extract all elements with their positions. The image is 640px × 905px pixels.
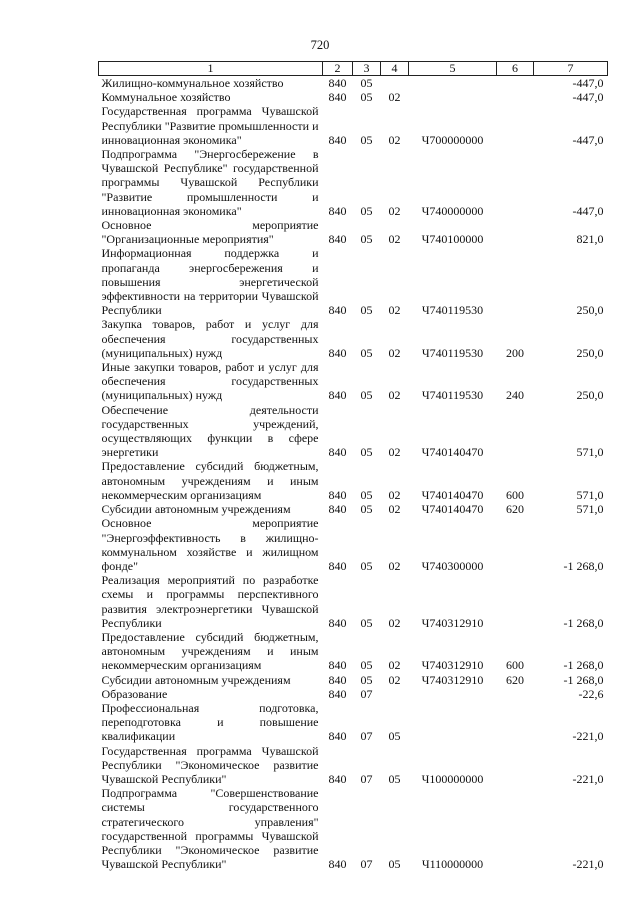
row-target-article: Ч740312910 [421,672,484,687]
row-target-article: Ч740140470 [421,502,484,517]
header-col-4: 4 [381,62,409,76]
row-name: Профессиональная подготовка, переподготовка и повышение квалификации [101,700,319,744]
row-target-article: Ч740119530 [421,345,484,360]
row-subsection-code: 02 [388,132,401,147]
table-row [99,786,608,871]
row-target-article: Ч740119530 [421,303,484,318]
row-name: Коммунальное хозяйство [101,90,231,105]
row-expense-type [497,403,534,460]
row-subsection-code: 02 [388,672,401,687]
row-amount: 571,0 [576,445,604,460]
row-ministry-code: 840 [328,857,347,872]
row-target-article: Ч740140470 [421,487,484,502]
row-target-article [409,701,497,744]
row-section-code: 05 [360,90,373,105]
row-name: Обеспечение деятельности государственных учреждений, осуществляющих функции в сфере энергетики [101,402,319,460]
table-row [99,744,608,787]
table-row [99,687,608,701]
row-ministry-code: 840 [328,388,347,403]
row-expense-type [497,516,534,573]
row-amount: -22,6 [578,686,604,701]
row-ministry-code: 840 [328,487,347,502]
row-ministry-code: 840 [328,132,347,147]
row-subsection-code: 02 [388,203,401,218]
row-amount: -1 268,0 [563,672,604,687]
table-row [99,246,608,317]
row-expense-type [497,246,534,317]
row-name: Основное мероприятие "Энергоэффективность в жилищно-коммунальном хозяйстве и жилищном фонде" [101,516,319,573]
row-name: Образование [101,686,168,701]
row-expense-type: 620 [506,672,524,687]
row-amount: -221,0 [572,857,604,872]
row-name: Государственная программа Чувашской Республики "Развитие промышленности и инновационная экономика" [101,104,319,147]
row-section-code: 05 [360,203,373,218]
row-section-code: 05 [360,388,373,403]
header-col-6: 6 [497,62,534,76]
row-amount: 571,0 [576,487,604,502]
header-row [99,62,608,76]
row-name: Государственная программа Чувашской Республики "Экономическое развитие Чувашской Республики" [101,743,319,786]
row-section-code: 05 [360,558,373,573]
table-row [99,502,608,516]
row-name: Субсидии автономным учреждениям [101,502,291,517]
row-section-code: 05 [360,502,373,517]
row-target-article [409,90,497,104]
row-amount: 250,0 [576,345,604,360]
row-subsection-code: 02 [388,345,401,360]
row-name: Иные закупки товаров, работ и услуг для обеспечения государственных (муниципальных) нужд [101,360,319,403]
row-amount: -447,0 [572,76,604,90]
row-target-article: Ч740119530 [421,388,484,403]
row-subsection-code: 05 [388,729,401,744]
row-amount: 821,0 [576,232,604,247]
table-row [99,360,608,403]
table-row [99,317,608,360]
row-name: Основное мероприятие "Организационные мероприятия" [101,218,319,247]
table-row [99,573,608,630]
row-subsection-code: 02 [388,558,401,573]
row-ministry-code: 840 [328,672,347,687]
row-expense-type [497,701,534,744]
row-target-article: Ч740140470 [421,445,484,460]
row-ministry-code: 840 [328,502,347,517]
row-expense-type: 200 [506,345,524,360]
row-target-article: Ч740100000 [421,232,484,247]
table-row [99,147,608,218]
row-name: Субсидии автономным учреждениям [101,672,291,687]
row-amount: -221,0 [572,729,604,744]
row-subsection-code: 02 [388,502,401,517]
row-expense-type [497,147,534,218]
row-amount: -447,0 [572,90,604,105]
row-target-article: Ч740300000 [421,558,484,573]
row-amount: -221,0 [572,771,604,786]
row-subsection-code: 05 [388,771,401,786]
row-subsection-code: 02 [388,615,401,630]
row-section-code: 05 [360,303,373,318]
row-name: Жилищно-коммунальное хозяйство [101,76,284,90]
row-subsection-code: 02 [388,90,401,105]
row-amount: 250,0 [576,303,604,318]
table-row [99,104,608,147]
row-amount: 571,0 [576,502,604,517]
row-subsection-code: 02 [388,487,401,502]
row-name: Информационная поддержка и пропаганда энергосбережения и повышения энергетической эффективности на территории Чувашской Республики [101,246,319,318]
row-section-code: 05 [360,672,373,687]
row-ministry-code: 840 [328,232,347,247]
row-expense-type [497,786,534,871]
row-amount: 250,0 [576,388,604,403]
header-col-3: 3 [353,62,381,76]
row-target-article: Ч740312910 [421,658,484,673]
row-expense-type [497,687,534,701]
row-subsection-code: 02 [388,658,401,673]
budget-table [98,61,608,871]
row-amount: -447,0 [572,132,604,147]
table-row [99,459,608,502]
row-ministry-code: 840 [328,90,347,105]
row-ministry-code: 840 [328,658,347,673]
table-row [99,673,608,687]
table-row [99,403,608,460]
row-section-code: 07 [360,686,373,701]
row-ministry-code: 840 [328,445,347,460]
row-section-code: 05 [360,76,373,90]
header-col-7: 7 [534,62,608,76]
row-amount: -1 268,0 [563,615,604,630]
row-expense-type [497,573,534,630]
row-expense-type [497,104,534,147]
row-ministry-code: 840 [328,345,347,360]
row-subsection-code: 05 [388,857,401,872]
row-name: Подпрограмма "Энергосбережение в Чувашской Республике" государственной программы Чувашской Республики "Развитие промышленности и инновационная экономика" [101,147,319,218]
row-section-code: 05 [360,232,373,247]
row-name: Подпрограмма "Совершенствование системы государственного стратегического управления" государственной программы Чувашской Республики "Экономическое развитие Чувашской Республики" [101,786,319,872]
row-amount: -447,0 [572,203,604,218]
row-subsection-code: 02 [388,303,401,318]
row-target-article: Ч110000000 [421,857,484,872]
table-row [99,516,608,573]
row-subsection-code: 02 [388,232,401,247]
row-target-article [409,76,497,91]
row-target-article [409,687,497,701]
row-amount: -1 268,0 [563,558,604,573]
row-name: Закупка товаров, работ и услуг для обеспечения государственных (муниципальных) нужд [101,317,319,360]
row-expense-type [497,76,534,91]
header-col-5: 5 [409,62,497,76]
row-section-code: 05 [360,615,373,630]
row-section-code: 07 [360,771,373,786]
row-ministry-code: 840 [328,203,347,218]
row-section-code: 07 [360,729,373,744]
row-expense-type: 240 [506,388,524,403]
row-subsection-code [381,687,409,701]
row-ministry-code: 840 [328,771,347,786]
row-target-article: Ч100000000 [421,771,484,786]
table-header [99,62,608,76]
row-name: Предоставление субсидий бюджетным, автономным учреждениям и иным некоммерческим организациям [101,459,319,502]
row-name: Предоставление субсидий бюджетным, автономным учреждениям и иным некоммерческим организациям [101,629,319,673]
header-col-1: 1 [99,62,323,76]
header-col-2: 2 [323,62,353,76]
table-row [99,76,608,91]
row-expense-type: 600 [506,658,524,673]
row-section-code: 05 [360,132,373,147]
row-subsection-code [381,76,409,91]
row-target-article: Ч740000000 [421,203,484,218]
table-row [99,218,608,246]
row-target-article: Ч740312910 [421,615,484,630]
row-expense-type: 620 [506,502,524,517]
table-row [99,630,608,673]
row-ministry-code: 840 [328,558,347,573]
row-name: Реализация мероприятий по разработке схемы и программы перспективного развития электроэнергетики Чувашской Республики [101,573,319,630]
table-row [99,90,608,104]
row-expense-type [497,90,534,104]
row-amount: -1 268,0 [563,658,604,673]
row-ministry-code: 840 [328,729,347,744]
row-expense-type [497,218,534,246]
row-ministry-code: 840 [328,303,347,318]
row-ministry-code: 840 [328,686,347,701]
table-body [99,76,608,872]
row-ministry-code: 840 [328,615,347,630]
row-expense-type: 600 [506,487,524,502]
row-expense-type [497,744,534,787]
row-target-article: Ч700000000 [421,132,484,147]
page-number: 720 [310,38,330,52]
row-ministry-code: 840 [328,76,347,90]
row-section-code: 07 [360,857,373,872]
table-row [99,701,608,744]
row-subsection-code: 02 [388,388,401,403]
row-subsection-code: 02 [388,445,401,460]
row-section-code: 05 [360,345,373,360]
row-section-code: 05 [360,487,373,502]
row-section-code: 05 [360,658,373,673]
row-section-code: 05 [360,445,373,460]
